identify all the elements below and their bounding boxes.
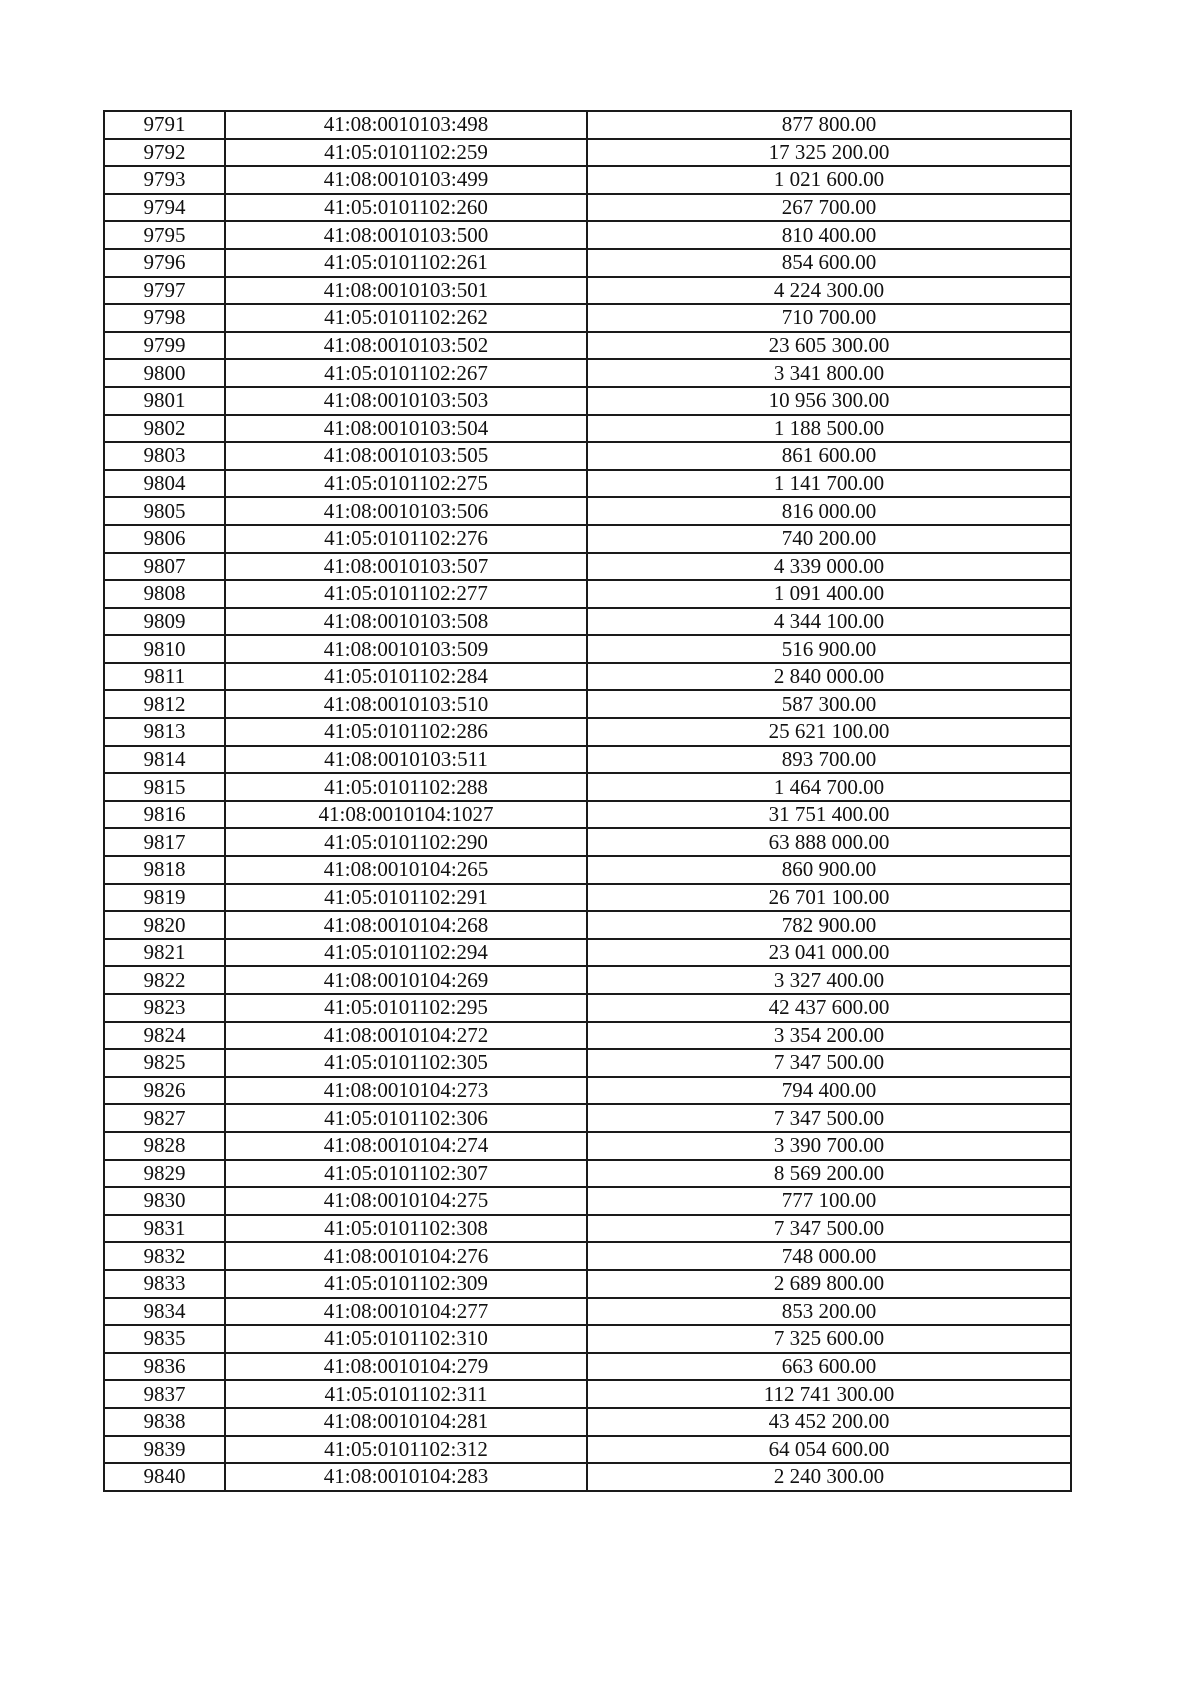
- cadastral-value-cell: 31 751 400.00: [587, 801, 1071, 829]
- cadastral-value-cell: 3 327 400.00: [587, 966, 1071, 994]
- cadastral-value-cell: 816 000.00: [587, 497, 1071, 525]
- cadastral-number-cell: 41:05:0101102:260: [225, 194, 587, 222]
- row-number-cell: 9819: [104, 884, 225, 912]
- cadastral-number-cell: 41:05:0101102:295: [225, 994, 587, 1022]
- row-number-cell: 9828: [104, 1132, 225, 1160]
- cadastral-value-cell: 854 600.00: [587, 249, 1071, 277]
- table-row: [104, 828, 1071, 856]
- cadastral-value-cell: 1 091 400.00: [587, 580, 1071, 608]
- table-row: [104, 304, 1071, 332]
- cadastral-number-cell: 41:05:0101102:275: [225, 470, 587, 498]
- row-number-cell: 9834: [104, 1298, 225, 1326]
- table-row: [104, 111, 1071, 139]
- cadastral-value-cell: 10 956 300.00: [587, 387, 1071, 415]
- row-number-cell: 9811: [104, 663, 225, 691]
- table-row: [104, 1353, 1071, 1381]
- row-number-cell: 9812: [104, 690, 225, 718]
- row-number-cell: 9827: [104, 1104, 225, 1132]
- table-row: [104, 994, 1071, 1022]
- cadastral-value-cell: 2 689 800.00: [587, 1270, 1071, 1298]
- table-row: [104, 1270, 1071, 1298]
- table-row: [104, 966, 1071, 994]
- table-row: [104, 1160, 1071, 1188]
- table-row: [104, 884, 1071, 912]
- cadastral-value-cell: 63 888 000.00: [587, 828, 1071, 856]
- row-number-cell: 9832: [104, 1242, 225, 1270]
- cadastral-value-cell: 3 390 700.00: [587, 1132, 1071, 1160]
- row-number-cell: 9824: [104, 1022, 225, 1050]
- table-row: [104, 801, 1071, 829]
- row-number-cell: 9822: [104, 966, 225, 994]
- cadastral-value-cell: 893 700.00: [587, 746, 1071, 774]
- cadastral-value-cell: 861 600.00: [587, 442, 1071, 470]
- cadastral-value-cell: 877 800.00: [587, 111, 1071, 139]
- row-number-cell: 9814: [104, 746, 225, 774]
- cadastral-value-cell: 2 840 000.00: [587, 663, 1071, 691]
- cadastral-value-cell: 7 347 500.00: [587, 1215, 1071, 1243]
- cadastral-value-cell: 1 464 700.00: [587, 773, 1071, 801]
- cadastral-value-cell: 710 700.00: [587, 304, 1071, 332]
- cadastral-number-cell: 41:08:0010104:1027: [225, 801, 587, 829]
- cadastral-number-cell: 41:05:0101102:291: [225, 884, 587, 912]
- table-row: [104, 608, 1071, 636]
- table-row: [104, 470, 1071, 498]
- cadastral-value-cell: 1 141 700.00: [587, 470, 1071, 498]
- row-number-cell: 9792: [104, 139, 225, 167]
- table-row: [104, 580, 1071, 608]
- row-number-cell: 9821: [104, 939, 225, 967]
- cadastral-number-cell: 41:08:0010103:511: [225, 746, 587, 774]
- table-row: [104, 387, 1071, 415]
- table-body: [104, 111, 1071, 1491]
- row-number-cell: 9801: [104, 387, 225, 415]
- cadastral-number-cell: 41:05:0101102:261: [225, 249, 587, 277]
- cadastral-value-cell: 663 600.00: [587, 1353, 1071, 1381]
- cadastral-number-cell: 41:08:0010103:500: [225, 221, 587, 249]
- row-number-cell: 9803: [104, 442, 225, 470]
- cadastral-value-cell: 810 400.00: [587, 221, 1071, 249]
- table-row: [104, 553, 1071, 581]
- row-number-cell: 9837: [104, 1380, 225, 1408]
- cadastral-number-cell: 41:05:0101102:312: [225, 1436, 587, 1464]
- table-row: [104, 1325, 1071, 1353]
- table-row: [104, 1242, 1071, 1270]
- row-number-cell: 9795: [104, 221, 225, 249]
- cadastral-value-cell: 782 900.00: [587, 911, 1071, 939]
- row-number-cell: 9799: [104, 332, 225, 360]
- cadastral-number-cell: 41:08:0010103:502: [225, 332, 587, 360]
- table-row: [104, 690, 1071, 718]
- row-number-cell: 9805: [104, 497, 225, 525]
- cadastral-value-cell: 42 437 600.00: [587, 994, 1071, 1022]
- table-row: [104, 939, 1071, 967]
- cadastral-value-cell: 777 100.00: [587, 1187, 1071, 1215]
- row-number-cell: 9802: [104, 415, 225, 443]
- table-row: [104, 1187, 1071, 1215]
- table-row: [104, 194, 1071, 222]
- cadastral-number-cell: 41:08:0010103:507: [225, 553, 587, 581]
- cadastral-value-cell: 794 400.00: [587, 1077, 1071, 1105]
- row-number-cell: 9816: [104, 801, 225, 829]
- table-row: [104, 1215, 1071, 1243]
- cadastral-value-cell: 25 621 100.00: [587, 718, 1071, 746]
- cadastral-value-cell: 7 347 500.00: [587, 1049, 1071, 1077]
- row-number-cell: 9825: [104, 1049, 225, 1077]
- table-row: [104, 525, 1071, 553]
- cadastral-number-cell: 41:08:0010104:283: [225, 1463, 587, 1491]
- cadastral-number-cell: 41:08:0010104:273: [225, 1077, 587, 1105]
- cadastral-number-cell: 41:05:0101102:309: [225, 1270, 587, 1298]
- row-number-cell: 9796: [104, 249, 225, 277]
- cadastral-number-cell: 41:08:0010103:508: [225, 608, 587, 636]
- cadastral-value-cell: 4 339 000.00: [587, 553, 1071, 581]
- cadastral-number-cell: 41:08:0010103:499: [225, 166, 587, 194]
- cadastral-number-cell: 41:05:0101102:305: [225, 1049, 587, 1077]
- row-number-cell: 9838: [104, 1408, 225, 1436]
- row-number-cell: 9826: [104, 1077, 225, 1105]
- cadastral-number-cell: 41:05:0101102:308: [225, 1215, 587, 1243]
- cadastral-value-cell: 853 200.00: [587, 1298, 1071, 1326]
- cadastral-number-cell: 41:08:0010103:505: [225, 442, 587, 470]
- cadastral-number-cell: 41:05:0101102:276: [225, 525, 587, 553]
- cadastral-value-cell: 23 605 300.00: [587, 332, 1071, 360]
- table-row: [104, 359, 1071, 387]
- table-row: [104, 1132, 1071, 1160]
- cadastral-value-cell: 587 300.00: [587, 690, 1071, 718]
- cadastral-value-cell: 112 741 300.00: [587, 1380, 1071, 1408]
- cadastral-value-cell: 267 700.00: [587, 194, 1071, 222]
- table-row: [104, 332, 1071, 360]
- cadastral-value-cell: 7 325 600.00: [587, 1325, 1071, 1353]
- cadastral-value-cell: 7 347 500.00: [587, 1104, 1071, 1132]
- cadastral-value-cell: 1 188 500.00: [587, 415, 1071, 443]
- cadastral-number-cell: 41:08:0010104:272: [225, 1022, 587, 1050]
- cadastral-value-table: [103, 110, 1072, 1492]
- table-row: [104, 1436, 1071, 1464]
- table-row: [104, 166, 1071, 194]
- cadastral-value-cell: 17 325 200.00: [587, 139, 1071, 167]
- table-row: [104, 277, 1071, 305]
- cadastral-number-cell: 41:08:0010104:265: [225, 856, 587, 884]
- cadastral-number-cell: 41:05:0101102:306: [225, 1104, 587, 1132]
- cadastral-number-cell: 41:05:0101102:311: [225, 1380, 587, 1408]
- row-number-cell: 9833: [104, 1270, 225, 1298]
- row-number-cell: 9831: [104, 1215, 225, 1243]
- cadastral-value-cell: 43 452 200.00: [587, 1408, 1071, 1436]
- cadastral-number-cell: 41:08:0010103:509: [225, 635, 587, 663]
- row-number-cell: 9813: [104, 718, 225, 746]
- cadastral-number-cell: 41:08:0010104:274: [225, 1132, 587, 1160]
- row-number-cell: 9793: [104, 166, 225, 194]
- row-number-cell: 9815: [104, 773, 225, 801]
- row-number-cell: 9823: [104, 994, 225, 1022]
- row-number-cell: 9794: [104, 194, 225, 222]
- cadastral-number-cell: 41:08:0010103:510: [225, 690, 587, 718]
- cadastral-number-cell: 41:05:0101102:284: [225, 663, 587, 691]
- cadastral-number-cell: 41:05:0101102:294: [225, 939, 587, 967]
- row-number-cell: 9839: [104, 1436, 225, 1464]
- row-number-cell: 9791: [104, 111, 225, 139]
- cadastral-number-cell: 41:05:0101102:290: [225, 828, 587, 856]
- cadastral-number-cell: 41:05:0101102:262: [225, 304, 587, 332]
- cadastral-number-cell: 41:05:0101102:307: [225, 1160, 587, 1188]
- table-row: [104, 415, 1071, 443]
- row-number-cell: 9807: [104, 553, 225, 581]
- table-row: [104, 249, 1071, 277]
- cadastral-value-cell: 860 900.00: [587, 856, 1071, 884]
- cadastral-number-cell: 41:08:0010104:277: [225, 1298, 587, 1326]
- table-row: [104, 1104, 1071, 1132]
- row-number-cell: 9798: [104, 304, 225, 332]
- table-row: [104, 746, 1071, 774]
- table-row: [104, 911, 1071, 939]
- cadastral-value-cell: 1 021 600.00: [587, 166, 1071, 194]
- cadastral-number-cell: 41:05:0101102:277: [225, 580, 587, 608]
- cadastral-number-cell: 41:08:0010103:504: [225, 415, 587, 443]
- cadastral-number-cell: 41:08:0010103:503: [225, 387, 587, 415]
- cadastral-number-cell: 41:05:0101102:310: [225, 1325, 587, 1353]
- row-number-cell: 9830: [104, 1187, 225, 1215]
- table-row: [104, 1380, 1071, 1408]
- table-row: [104, 718, 1071, 746]
- table-row: [104, 1408, 1071, 1436]
- cadastral-number-cell: 41:08:0010104:269: [225, 966, 587, 994]
- cadastral-value-cell: 3 354 200.00: [587, 1022, 1071, 1050]
- cadastral-number-cell: 41:05:0101102:267: [225, 359, 587, 387]
- table-row: [104, 635, 1071, 663]
- cadastral-value-cell: 4 344 100.00: [587, 608, 1071, 636]
- table-row: [104, 497, 1071, 525]
- row-number-cell: 9820: [104, 911, 225, 939]
- row-number-cell: 9806: [104, 525, 225, 553]
- cadastral-value-cell: 4 224 300.00: [587, 277, 1071, 305]
- cadastral-value-cell: 748 000.00: [587, 1242, 1071, 1270]
- cadastral-value-cell: 3 341 800.00: [587, 359, 1071, 387]
- cadastral-number-cell: 41:08:0010104:281: [225, 1408, 587, 1436]
- cadastral-value-cell: 26 701 100.00: [587, 884, 1071, 912]
- table-row: [104, 663, 1071, 691]
- cadastral-number-cell: 41:05:0101102:259: [225, 139, 587, 167]
- table-row: [104, 1022, 1071, 1050]
- cadastral-value-cell: 516 900.00: [587, 635, 1071, 663]
- table-row: [104, 773, 1071, 801]
- row-number-cell: 9808: [104, 580, 225, 608]
- table-row: [104, 1049, 1071, 1077]
- row-number-cell: 9818: [104, 856, 225, 884]
- row-number-cell: 9809: [104, 608, 225, 636]
- row-number-cell: 9800: [104, 359, 225, 387]
- cadastral-number-cell: 41:08:0010103:498: [225, 111, 587, 139]
- row-number-cell: 9836: [104, 1353, 225, 1381]
- row-number-cell: 9810: [104, 635, 225, 663]
- cadastral-number-cell: 41:05:0101102:288: [225, 773, 587, 801]
- table-row: [104, 221, 1071, 249]
- cadastral-number-cell: 41:08:0010104:276: [225, 1242, 587, 1270]
- row-number-cell: 9829: [104, 1160, 225, 1188]
- cadastral-number-cell: 41:08:0010103:501: [225, 277, 587, 305]
- cadastral-value-cell: 8 569 200.00: [587, 1160, 1071, 1188]
- row-number-cell: 9817: [104, 828, 225, 856]
- cadastral-number-cell: 41:08:0010104:268: [225, 911, 587, 939]
- cadastral-number-cell: 41:08:0010104:279: [225, 1353, 587, 1381]
- table-row: [104, 1077, 1071, 1105]
- cadastral-number-cell: 41:08:0010104:275: [225, 1187, 587, 1215]
- row-number-cell: 9797: [104, 277, 225, 305]
- table-row: [104, 1463, 1071, 1491]
- cadastral-number-cell: 41:05:0101102:286: [225, 718, 587, 746]
- cadastral-number-cell: 41:08:0010103:506: [225, 497, 587, 525]
- table-row: [104, 442, 1071, 470]
- cadastral-value-cell: 64 054 600.00: [587, 1436, 1071, 1464]
- cadastral-value-cell: 740 200.00: [587, 525, 1071, 553]
- table-row: [104, 1298, 1071, 1326]
- table-row: [104, 856, 1071, 884]
- table-row: [104, 139, 1071, 167]
- cadastral-value-cell: 2 240 300.00: [587, 1463, 1071, 1491]
- row-number-cell: 9804: [104, 470, 225, 498]
- row-number-cell: 9840: [104, 1463, 225, 1491]
- row-number-cell: 9835: [104, 1325, 225, 1353]
- cadastral-value-cell: 23 041 000.00: [587, 939, 1071, 967]
